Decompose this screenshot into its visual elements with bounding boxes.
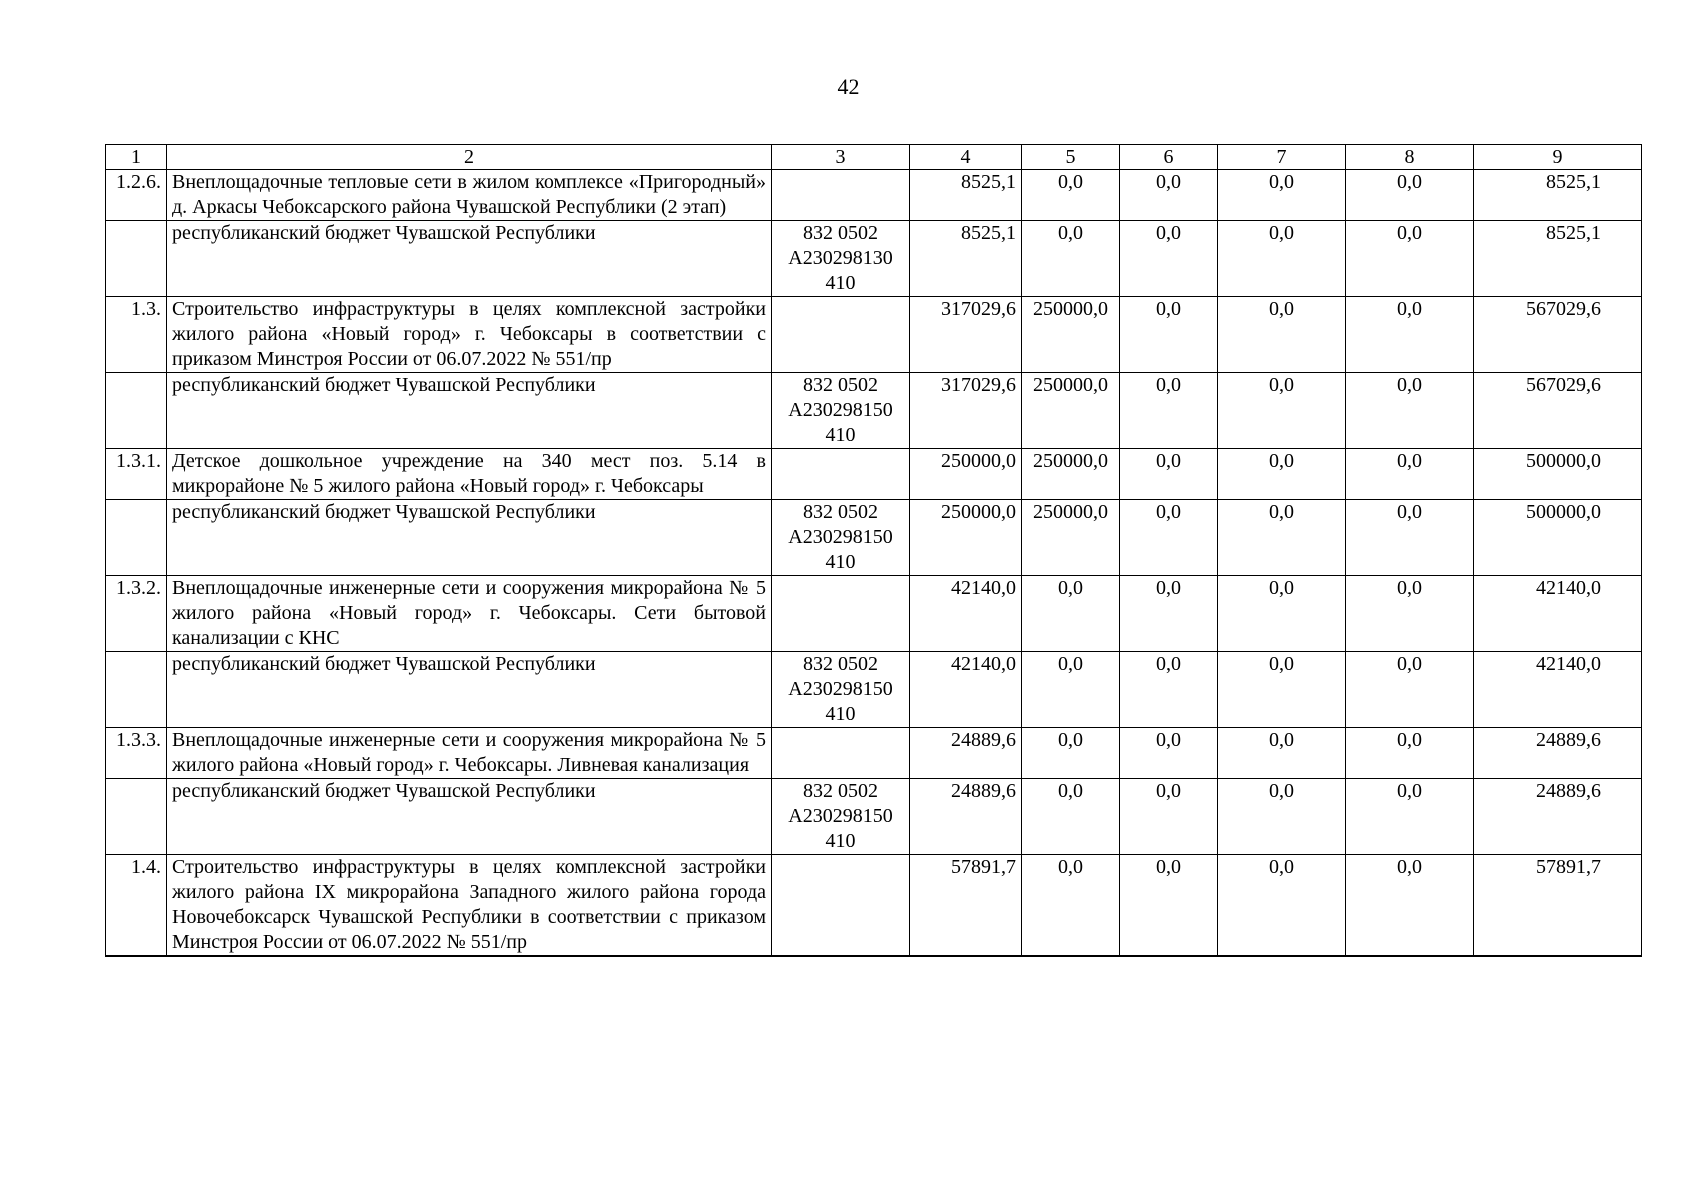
page-number: 42 <box>837 74 860 99</box>
amount-cell: 250000,0 <box>1022 373 1120 449</box>
amount-cell: 0,0 <box>1218 170 1346 221</box>
amount-cell: 57891,7 <box>910 855 1022 957</box>
total-cell: 42140,0 <box>1474 576 1642 652</box>
header-cell: 9 <box>1474 145 1642 170</box>
item-name-cell: Детское дошкольное учреждение на 340 мест поз. 5.14 в микрорайоне № 5 жилого района «Новый город» г. Чебоксары <box>167 449 772 500</box>
amount-cell: 0,0 <box>1022 855 1120 957</box>
total-cell: 42140,0 <box>1474 652 1642 728</box>
amount-cell: 0,0 <box>1218 576 1346 652</box>
amount-cell: 0,0 <box>1022 221 1120 297</box>
total-cell: 8525,1 <box>1474 221 1642 297</box>
table-row <box>106 373 1642 449</box>
amount-cell: 0,0 <box>1022 779 1120 855</box>
amount-cell: 0,0 <box>1120 373 1218 449</box>
amount-cell: 250000,0 <box>910 449 1022 500</box>
amount-cell: 0,0 <box>1218 779 1346 855</box>
amount-cell: 0,0 <box>1022 652 1120 728</box>
total-cell: 500000,0 <box>1474 500 1642 576</box>
table-row <box>106 728 1642 779</box>
amount-cell: 24889,6 <box>910 779 1022 855</box>
item-number-cell <box>106 652 167 728</box>
budget-code-cell <box>772 728 910 779</box>
item-number-cell: 1.4. <box>106 855 167 957</box>
item-number-cell <box>106 779 167 855</box>
amount-cell: 0,0 <box>1218 728 1346 779</box>
budget-table <box>105 144 1642 957</box>
amount-cell: 0,0 <box>1218 221 1346 297</box>
amount-cell: 0,0 <box>1120 449 1218 500</box>
amount-cell: 0,0 <box>1346 576 1474 652</box>
amount-cell: 317029,6 <box>910 373 1022 449</box>
item-name-cell: Внеплощадочные тепловые сети в жилом комплексе «Пригородный» д. Аркасы Чебоксарского района Чувашской Республики (2 этап) <box>167 170 772 221</box>
item-name-cell: республиканский бюджет Чувашской Республики <box>167 221 772 297</box>
amount-cell: 0,0 <box>1120 855 1218 957</box>
item-name-cell: Внеплощадочные инженерные сети и сооружения микрорайона № 5 жилого района «Новый город» г. Чебоксары. Сети бытовой канализации с КНС <box>167 576 772 652</box>
amount-cell: 24889,6 <box>910 728 1022 779</box>
total-cell: 8525,1 <box>1474 170 1642 221</box>
amount-cell: 0,0 <box>1218 297 1346 373</box>
item-name-cell: республиканский бюджет Чувашской Республики <box>167 779 772 855</box>
budget-code-cell <box>772 297 910 373</box>
amount-cell: 0,0 <box>1120 576 1218 652</box>
header-cell: 8 <box>1346 145 1474 170</box>
item-number-cell: 1.3.2. <box>106 576 167 652</box>
budget-code-cell: 832 0502 А230298150 410 <box>772 373 910 449</box>
amount-cell: 317029,6 <box>910 297 1022 373</box>
amount-cell: 0,0 <box>1218 652 1346 728</box>
amount-cell: 8525,1 <box>910 221 1022 297</box>
amount-cell: 0,0 <box>1346 373 1474 449</box>
amount-cell: 250000,0 <box>1022 297 1120 373</box>
header-cell: 1 <box>106 145 167 170</box>
table-row <box>106 221 1642 297</box>
amount-cell: 0,0 <box>1022 728 1120 779</box>
total-cell: 567029,6 <box>1474 297 1642 373</box>
table-row <box>106 779 1642 855</box>
item-name-cell: Внеплощадочные инженерные сети и сооружения микрорайона № 5 жилого района «Новый город» г. Чебоксары. Ливневая канализация <box>167 728 772 779</box>
budget-code-cell <box>772 576 910 652</box>
amount-cell: 250000,0 <box>1022 500 1120 576</box>
table-row <box>106 500 1642 576</box>
amount-cell: 0,0 <box>1120 297 1218 373</box>
item-number-cell <box>106 373 167 449</box>
header-cell: 4 <box>910 145 1022 170</box>
item-name-cell: республиканский бюджет Чувашской Республики <box>167 373 772 449</box>
item-name-cell: республиканский бюджет Чувашской Республики <box>167 652 772 728</box>
amount-cell: 42140,0 <box>910 576 1022 652</box>
budget-code-cell <box>772 170 910 221</box>
amount-cell: 0,0 <box>1346 449 1474 500</box>
amount-cell: 8525,1 <box>910 170 1022 221</box>
amount-cell: 0,0 <box>1346 855 1474 957</box>
amount-cell: 0,0 <box>1120 779 1218 855</box>
amount-cell: 0,0 <box>1120 170 1218 221</box>
table-row <box>106 576 1642 652</box>
amount-cell: 0,0 <box>1120 221 1218 297</box>
item-number-cell: 1.3.1. <box>106 449 167 500</box>
table-row <box>106 170 1642 221</box>
header-cell: 5 <box>1022 145 1120 170</box>
amount-cell: 0,0 <box>1120 500 1218 576</box>
table-row <box>106 652 1642 728</box>
amount-cell: 0,0 <box>1346 779 1474 855</box>
budget-code-cell <box>772 855 910 957</box>
item-number-cell: 1.3. <box>106 297 167 373</box>
header-cell: 7 <box>1218 145 1346 170</box>
amount-cell: 42140,0 <box>910 652 1022 728</box>
budget-code-cell <box>772 449 910 500</box>
amount-cell: 0,0 <box>1346 500 1474 576</box>
amount-cell: 0,0 <box>1346 652 1474 728</box>
budget-code-cell: 832 0502 А230298150 410 <box>772 500 910 576</box>
item-name-cell: Строительство инфраструктуры в целях комплексной застройки жилого района IX микрорайона Западного жилого района города Новочебоксарск Чувашской Республики в соответствии с приказом Минстроя России от 06.07.2022 № 551/пр <box>167 855 772 957</box>
item-number-cell <box>106 500 167 576</box>
amount-cell: 250000,0 <box>1022 449 1120 500</box>
header-cell: 2 <box>167 145 772 170</box>
budget-code-cell: 832 0502 А230298150 410 <box>772 652 910 728</box>
amount-cell: 0,0 <box>1346 170 1474 221</box>
amount-cell: 0,0 <box>1346 221 1474 297</box>
amount-cell: 0,0 <box>1218 500 1346 576</box>
total-cell: 57891,7 <box>1474 855 1642 957</box>
amount-cell: 0,0 <box>1218 855 1346 957</box>
total-cell: 567029,6 <box>1474 373 1642 449</box>
budget-code-cell: 832 0502 А230298150 410 <box>772 779 910 855</box>
item-name-cell: республиканский бюджет Чувашской Республики <box>167 500 772 576</box>
table-row <box>106 855 1642 957</box>
amount-cell: 0,0 <box>1120 728 1218 779</box>
amount-cell: 0,0 <box>1218 373 1346 449</box>
total-cell: 24889,6 <box>1474 779 1642 855</box>
amount-cell: 250000,0 <box>910 500 1022 576</box>
header-cell: 3 <box>772 145 910 170</box>
total-cell: 24889,6 <box>1474 728 1642 779</box>
budget-code-cell: 832 0502 А230298130 410 <box>772 221 910 297</box>
table-header-row <box>106 145 1642 170</box>
item-number-cell <box>106 221 167 297</box>
item-number-cell: 1.2.6. <box>106 170 167 221</box>
amount-cell: 0,0 <box>1218 449 1346 500</box>
header-cell: 6 <box>1120 145 1218 170</box>
item-name-cell: Строительство инфраструктуры в целях комплексной застройки жилого района «Новый город» г. Чебоксары в соответствии с приказом Минстроя России от 06.07.2022 № 551/пр <box>167 297 772 373</box>
total-cell: 500000,0 <box>1474 449 1642 500</box>
amount-cell: 0,0 <box>1346 728 1474 779</box>
amount-cell: 0,0 <box>1120 652 1218 728</box>
amount-cell: 0,0 <box>1346 297 1474 373</box>
table-row <box>106 449 1642 500</box>
amount-cell: 0,0 <box>1022 576 1120 652</box>
table-row <box>106 297 1642 373</box>
item-number-cell: 1.3.3. <box>106 728 167 779</box>
amount-cell: 0,0 <box>1022 170 1120 221</box>
